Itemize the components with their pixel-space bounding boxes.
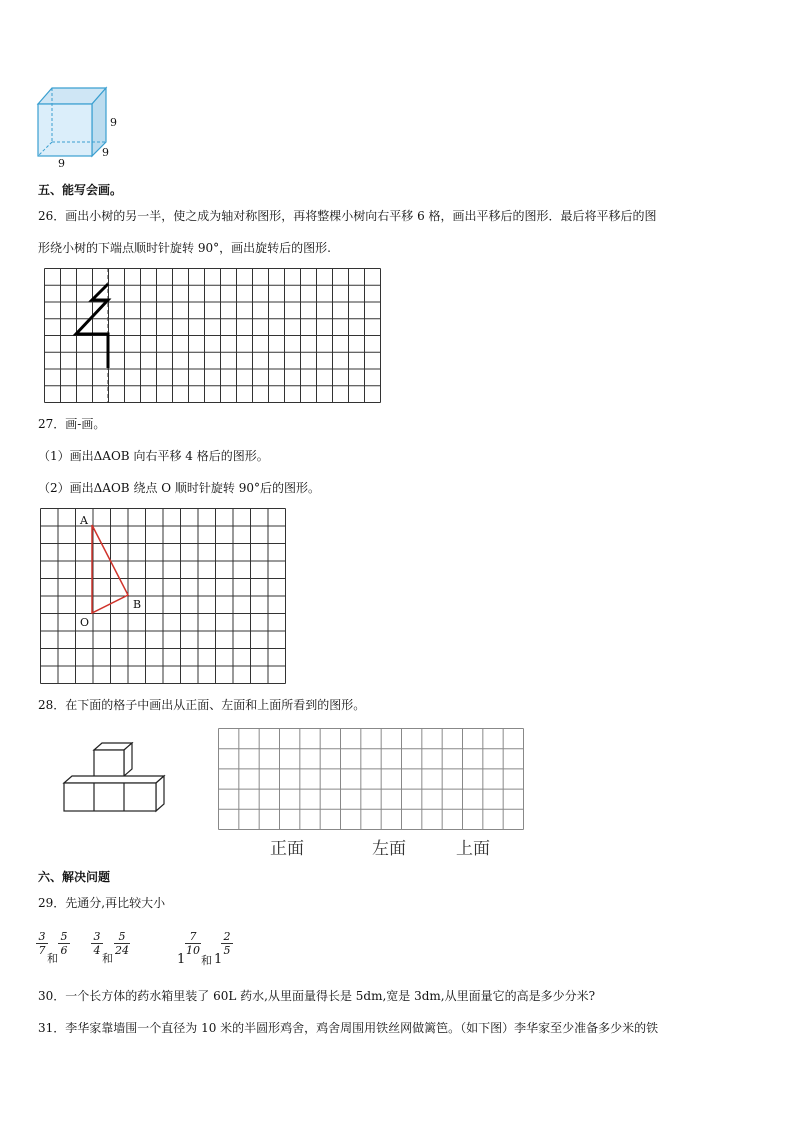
point-o-label: O: [80, 616, 90, 629]
block-solid-figure: [62, 742, 166, 814]
joiner-and: 和: [47, 952, 58, 965]
point-a-label: A: [80, 514, 88, 527]
q29-title: 29．先通分,再比较大小: [38, 896, 166, 910]
cube-dim-height: 9: [110, 116, 117, 129]
q28-title: 28．在下面的格子中画出从正面、左面和上面所看到的图形。: [38, 698, 366, 712]
fraction: $\frac{7}{10}$: [186, 930, 200, 957]
view-label-left: 左面: [372, 839, 406, 859]
q26-line1: 26．画出小树的另一半，使之成为轴对称图形，再将整棵小树向右平移 6 格，画出平移后的图形．最后将平移后的图: [38, 209, 657, 223]
view-label-top: 上面: [456, 839, 490, 859]
mixed-whole: 1: [214, 952, 223, 967]
point-b-label: B: [133, 598, 142, 611]
view-label-front: 正面: [270, 839, 304, 859]
joiner-and: 和: [102, 952, 113, 965]
q27-title: 27．画-画。: [38, 417, 106, 431]
q26-line2: 形绕小树的下端点顺时针旋转 90°，画出旋转后的图形.: [38, 241, 331, 255]
q26-grid: [44, 268, 382, 404]
fraction: $\frac{3}{7}$: [36, 930, 48, 957]
section6-heading: 六、解决问题: [38, 870, 111, 884]
q27-part1: （1）画出ΔAOB 向右平移 4 格后的图形。: [38, 449, 269, 463]
mixed-whole: 1: [177, 952, 186, 967]
cube-dim-depth: 9: [102, 146, 109, 159]
q27-grid: [40, 508, 288, 686]
q28-grid: [218, 728, 526, 832]
q30-text: 30．一个长方体的药水箱里装了 60L 药水,从里面量得长是 5dm,宽是 3dm,从里面量它的高是多少分米?: [38, 989, 596, 1003]
fraction: $\frac{5}{24}$: [115, 930, 129, 957]
fraction: $\frac{2}{5}$: [221, 930, 233, 957]
fraction: $\frac{5}{6}$: [58, 930, 70, 957]
q27-part2: （2）画出ΔAOB 绕点 O 顺时针旋转 90°后的图形。: [38, 481, 320, 495]
section5-heading: 五、能写会画。: [38, 183, 123, 197]
cube-dim-width: 9: [58, 157, 65, 170]
fraction: $\frac{3}{4}$: [91, 930, 103, 957]
q31-text: 31．李华家靠墙围一个直径为 10 米的半圆形鸡舍，鸡舍周围用铁丝网做篱笆。（如下图）李华家至少准备多少米的铁: [38, 1021, 659, 1035]
joiner-and: 和: [201, 954, 212, 967]
